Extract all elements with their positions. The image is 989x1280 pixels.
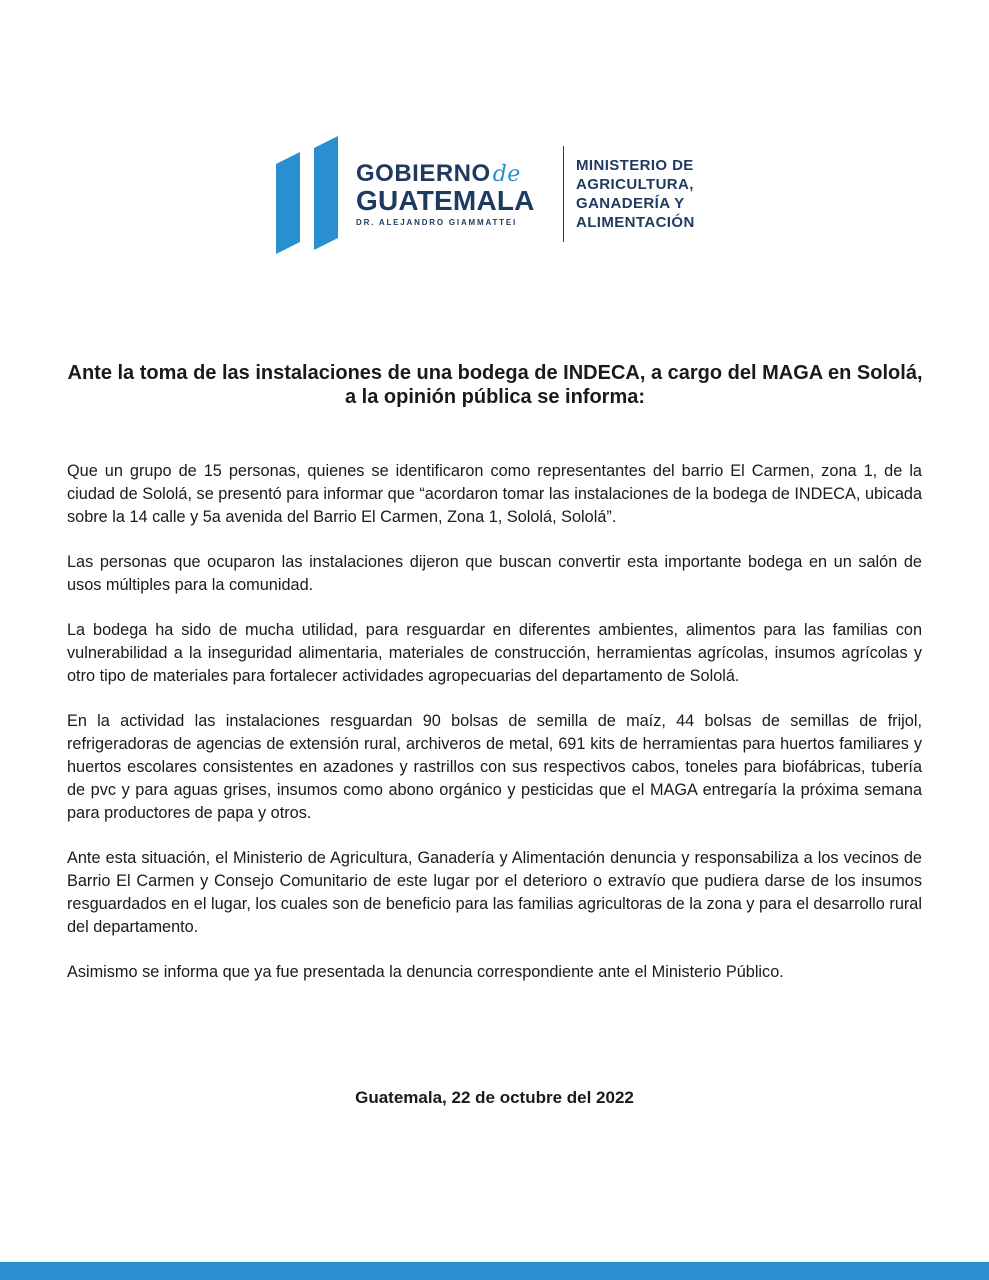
gov-line3-text: DR. ALEJANDRO GIAMMATTEI [356, 218, 517, 227]
header-logo [274, 134, 734, 254]
body-paragraph: Las personas que ocuparon las instalaciones dijeron que buscan convertir esta importante bodega en un salón de usos múltiples para la comunidad. [67, 553, 922, 594]
gov-de-text: de [492, 162, 521, 187]
document-body [67, 460, 922, 1006]
ministry-line: ALIMENTACIÓN [576, 214, 695, 231]
body-paragraph: La bodega ha sido de mucha utilidad, para resguardar en diferentes ambientes, alimentos para las familias con vulnerabilidad a la inseguridad alimentaria, materiales de construcción, herramientas agrícolas, insumos agrícolas y otro tipo de materiales para fortalecer actividades agropecuarias del departamento de Sololá. [67, 621, 922, 685]
ministry-line: AGRICULTURA, [576, 176, 694, 193]
flag-bars-icon [274, 134, 338, 254]
gov-line2-text: GUATEMALA [356, 185, 535, 216]
ministry-name [576, 156, 695, 232]
body-paragraph: Que un grupo de 15 personas, quienes se identificaron como representantes del barrio El Carmen, zona 1, de la ciudad de Sololá, se presentó para informar que “acordaron tomar las instalaciones de la bodega de INDECA, ubicada sobre la 14 calle y 5a avenida del Barrio El Carmen, Zona 1, Sololá, Sololá”. [67, 462, 922, 526]
ministry-line: MINISTERIO DE [576, 157, 694, 174]
body-paragraph: Ante esta situación, el Ministerio de Agricultura, Ganadería y Alimentación denuncia y responsabiliza a los vecinos de Barrio El Carmen y Consejo Comunitario de este lugar por el deterioro o extravío que pudiera darse de los insumos resguardados en el lugar, los cuales son de beneficio para las familias agricultoras de la zona y para el desarrollo rural del departamento. [67, 849, 922, 936]
government-wordmark [356, 162, 535, 227]
gov-line1-text: GOBIERNO [356, 160, 491, 187]
document-date: Guatemala, 22 de octubre del 2022 [355, 1088, 634, 1107]
ministry-line: GANADERÍA Y [576, 195, 685, 212]
body-paragraph: Asimismo se informa que ya fue presentada la denuncia correspondiente ante el Ministerio Público. [67, 963, 784, 981]
document-title: Ante la toma de las instalaciones de una bodega de INDECA, a cargo del MAGA en Sololá, a la opinión pública se informa: [67, 362, 923, 408]
footer-bar [0, 1262, 989, 1280]
body-paragraph: En la actividad las instalaciones resguardan 90 bolsas de semilla de maíz, 44 bolsas de semillas de frijol, refrigeradoras de agencias de extensión rural, archiveros de metal, 691 kits de herramientas para huertos familiares y huertos escolares consistentes en azadones y rastrillos con sus respectivos cabos, toneles para biofábricas, tubería de pvc y para aguas grises, insumos como abono orgánico y pesticidas que el MAGA entregaría la próxima semana para productores de papa y otros. [67, 712, 922, 822]
header-divider [563, 146, 564, 242]
